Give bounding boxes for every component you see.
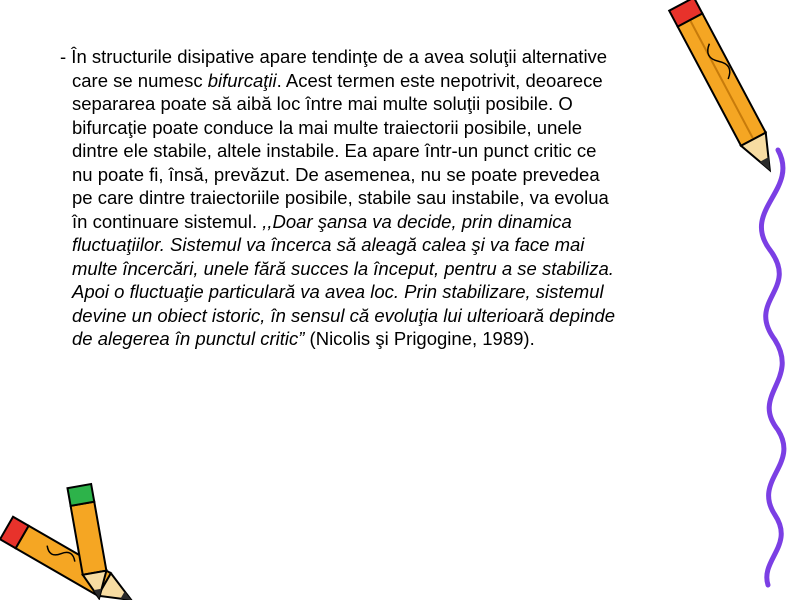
paragraph-line: [72, 233, 752, 257]
paragraph-line: [72, 163, 752, 187]
italic-text: multe încercări, unele fără succes la început, pentru a se stabiliza.: [72, 257, 614, 279]
paragraph-line: [72, 280, 752, 304]
paragraph-line: [72, 92, 752, 116]
text-segment: . Acest termen este nepotrivit, deoarece: [276, 69, 603, 91]
italic-text: bifurcaţii: [207, 69, 277, 91]
text-segment: care se numesc: [72, 69, 208, 91]
paragraph-line: [72, 327, 752, 351]
paragraph-line: [72, 139, 752, 163]
paragraph-line: [72, 257, 752, 281]
text-segment: - În structurile disipative apare tendinţe de a avea soluţii alternative: [60, 46, 608, 67]
italic-text: Apoi o fluctuaţie particulară va avea loc. Prin stabilizare, sistemul: [72, 281, 604, 302]
text-segment: în continuare sistemul.: [72, 210, 263, 232]
paragraph-line: [72, 304, 752, 328]
text-segment: dintre ele stabile, altele instabile. Ea apare într-un punct critic ce: [72, 140, 597, 161]
paragraph-line: [72, 69, 752, 93]
italic-text: ,,Doar şansa va decide, prin dinamica: [262, 210, 572, 232]
italic-text: devine un obiect istoric, în sensul că evoluţia lui ulterioară depinde: [72, 304, 615, 326]
italic-text: de alegerea în punctul critic”: [72, 328, 305, 349]
text-segment: nu poate fi, însă, prevăzut. De asemenea, nu se poate prevedea: [72, 163, 600, 185]
paragraph-line: [60, 45, 752, 69]
body-paragraph: [60, 45, 752, 351]
text-segment: bifurcaţie poate conduce la mai multe traiectorii posibile, unele: [72, 116, 583, 138]
paragraph-line: [72, 210, 752, 234]
italic-text: fluctuaţiilor. Sistemul va încerca să aleagă calea şi va face mai: [72, 234, 585, 255]
text-segment: separarea poate să aibă loc între mai multe soluţii posibile. O: [72, 93, 573, 114]
text-segment: pe care dintre traiectoriile posibile, stabile sau instabile, va evolua: [72, 187, 609, 208]
paragraph-line: [72, 116, 752, 140]
paragraph-line: [72, 186, 752, 210]
text-segment: (Nicolis şi Prigogine, 1989).: [304, 328, 535, 349]
